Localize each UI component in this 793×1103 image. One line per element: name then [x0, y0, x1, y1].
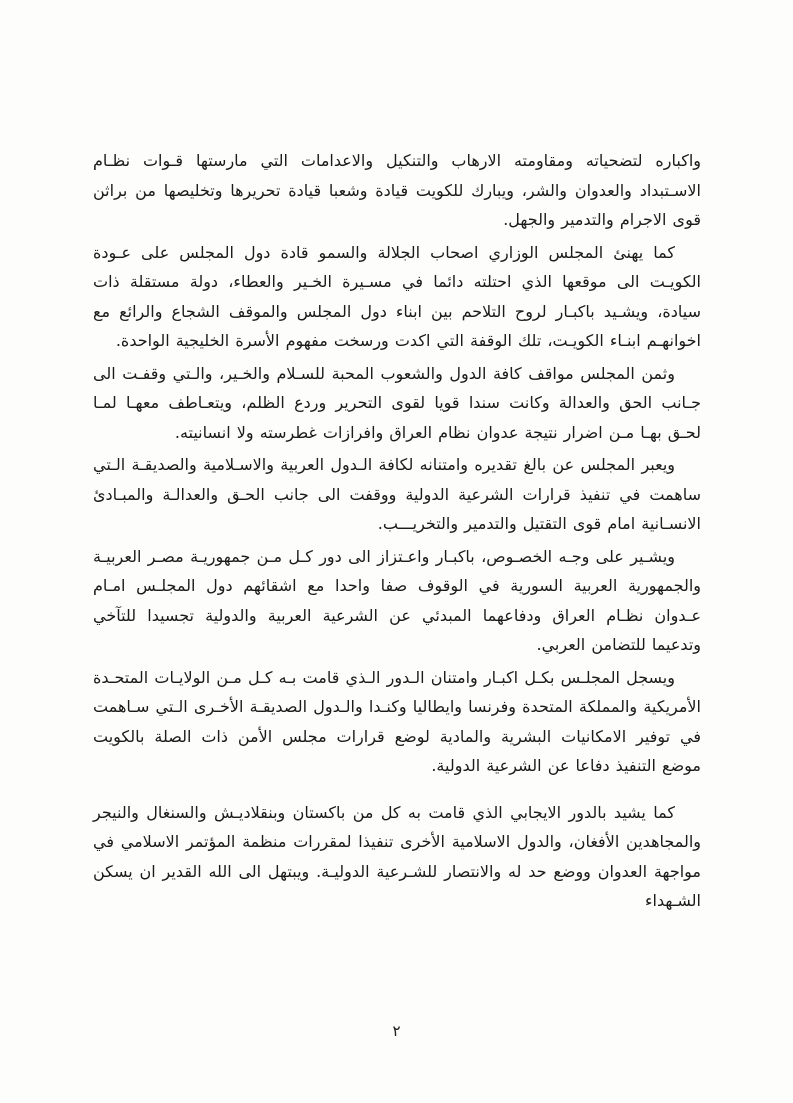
- document-body: [93, 146, 701, 919]
- paragraph-2: كما يهنئ المجلس الوزاري اصحاب الجلالة والسمو قادة دول المجلس على عـودة الكويـت الى موقعها الذي احتلته دائما في مسـيرة الخـير والعطاء، دولة مستقلة ذات سيادة، ويشـيد باكبـار لروح التلاحم بين ابناء دول المجلس والموقف الشجاع والرائع مع اخوانهـم ابنـاء الكويـت، تلك الوقفة التي اكدت ورسخت مفهوم الأسرة الخليجية الواحدة.: [93, 242, 701, 350]
- paragraph-6: ويسجل المجلـس بكـل اكبـار وامتنان الـدور الـذي قامت بـه كـل مـن الولايـات المتحـدة الأمريكية والمملكة المتحدة وفرنسا وايطاليا وكنـدا والـدول الصديقـة الأخـرى الـتي سـاهمت في توفير الامكانيات البشرية والمادية لوضع قرارات مجلس الأمن ذات الصلة بالكويت موضع التنفيذ دفاعا عن الشرعية الدولية.: [93, 667, 701, 775]
- paragraph-7: كما يشيد بالدور الايجابي الذي قامت به كل من باكستان وبنقلاديـش والسنغال والنيجر والمجاهدين الأفغان، والدول الاسلامية الأخرى تنفيذا لمقررات منظمة المؤتمر الاسلامي في مواجهة العدوان ووضع حد له والانتصار للشـرعية الدوليـة. ويبتهل الى الله القدير ان يسكن الشـهداء: [93, 802, 701, 910]
- paragraph-1: واكباره لتضحياته ومقاومته الارهاب والتنكيل والاعدامات التي مارستها قـوات نظـام الاسـتبداد والعدوان والشر، ويبارك للكويت قيادة وشعبا قيادة تحريرها وتخليصها من براثن قوى الاجرام والتدمير والجهل.: [93, 151, 701, 229]
- paragraph-4: ويعبر المجلس عن بالغ تقديره وامتنانه لكافة الـدول العربية والاسـلامية والصديقـة الـتي ساهمت في تنفيذ قرارات الشرعية الدولية ووقفت الى جانب الحـق والعدالـة والمبـادئ الانسـانية امام قوى التقتيل والتدمير والتخريـــب.: [93, 455, 701, 533]
- paragraph-3: وثمن المجلس مواقف كافة الدول والشعوب المحبة للسـلام والخـير، والـتي وقفـت الى جـانب الحق والعدالة وكانت سندا قويا لقوى التحرير وردع الظلم، ويتعـاطف معهـا لمـا لحـق بهـا مـن اضرار نتيجة عدوان نظام العراق وافرازات غطرسته ولا انسانيته.: [93, 363, 701, 442]
- paragraph-5: ويشـير على وجـه الخصـوص، باكبـار واعـتزاز الى دور كـل مـن جمهوريـة مصـر العربيـة والجمهورية العربية السورية في الوقوف صفا واحدا مع اشقائهم دول المجلـس امـام عـدوان نظـام العراق ودفاعهما المبدئي عن الشرعية العربية والدولية تجسيدا للتآخي وتدعيما للتضامن العربي.: [93, 546, 701, 654]
- page-number: ٢: [392, 1022, 401, 1040]
